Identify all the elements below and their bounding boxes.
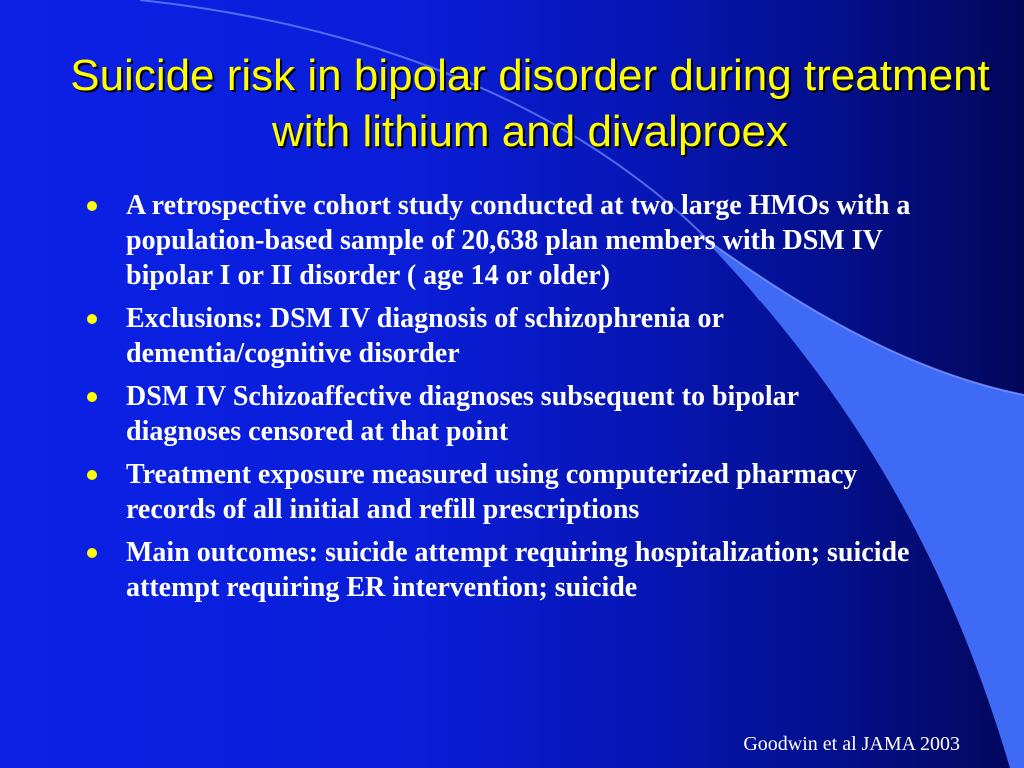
bullet-text: A retrospective cohort study conducted at two large HMOs with a population-based sample of 20,638 plan members with DSM IV bipolar I or II disorder ( age 14 or older) (126, 190, 911, 291)
bullet-marker-icon (87, 470, 97, 480)
bullet-list (86, 188, 916, 613)
bullet-text: Main outcomes: suicide attempt requiring hospitalization; suicide attempt requiring ER intervention; suicide (126, 537, 910, 603)
bullet-marker-icon (87, 201, 97, 211)
bullet-text: Treatment exposure measured using computerized pharmacy records of all initial and refill prescriptions (126, 459, 858, 525)
bullet-item-study-design (86, 188, 916, 293)
bullet-marker-icon (87, 392, 97, 402)
bullet-text: DSM IV Schizoaffective diagnoses subsequent to bipolar diagnoses censored at that point (126, 381, 799, 447)
bullet-item-main-outcomes (86, 535, 916, 605)
bullet-item-treatment-exposure (86, 457, 916, 527)
bullet-item-exclusions (86, 301, 916, 371)
bullet-marker-icon (87, 548, 97, 558)
citation: Goodwin et al JAMA 2003 (743, 733, 960, 755)
slide-title: Suicide risk in bipolar disorder during treatment with lithium and divalproex (70, 51, 990, 156)
bullet-marker-icon (87, 314, 97, 324)
bullet-item-schizoaffective (86, 379, 916, 449)
bullet-text: Exclusions: DSM IV diagnosis of schizophrenia or dementia/cognitive disorder (126, 303, 724, 369)
